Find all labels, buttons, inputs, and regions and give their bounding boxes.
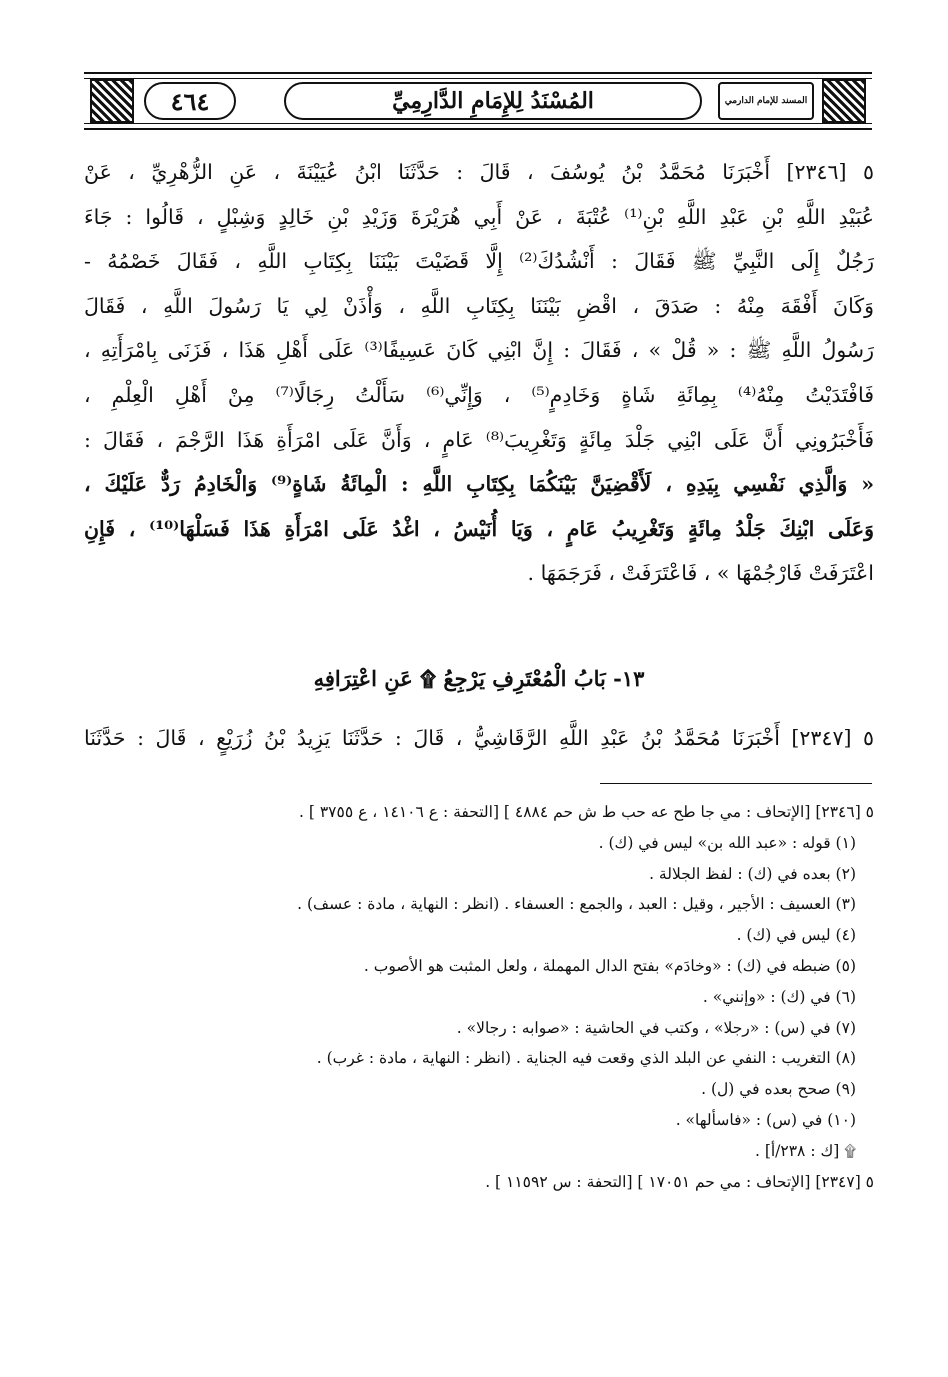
footnote-item: (٩) صحح بعده في (ل) . [701,1080,856,1099]
ornament-right [822,79,866,123]
text-line: فَافْتَدَيْتُ مِنْهُ⁽⁴⁾ بِمِائَةِ شَاةٍ وَخَادِمٍ⁽⁵⁾ ، وَإِنِّي⁽⁶⁾ سَأَلْتُ رِجَالًا⁽⁷⁾ مِنْ أَهْلِ الْعِلْمِ ، [84,382,874,407]
footnote-item: (٨) التغريب : النفي عن البلد الذي وقعت فيه الجناية . (انظر : النهاية ، مادة : غرب) . [316,1049,856,1068]
footnote-takhrij: ٥ [٢٣٤٦] [الإتحاف : مي جا طح عه حب ط ش حم ٤٨٨٤ ] [التحفة : ع ١٤١٠٦ ، ع ٣٧٥٥ ] . [299,803,874,821]
footnote-takhrij: ٥ [٢٣٤٧] [الإتحاف : مي حم ١٧٠٥١ ] [التحفة : س ١١٥٩٢ ] . [485,1172,874,1191]
footnote-item: (٤) ليس في (ك) . [736,926,856,945]
ornament-title-badge: المسند للإمام الدارمي [718,82,814,120]
footnote-item: (٢) بعده في (ك) : لفظ الجلالة . [649,864,856,883]
footnote-folio: ۩ [ك : ٢٣٨/أ] . [754,1141,856,1160]
text-line: ٥ [٢٣٤٦] أَخْبَرَنَا مُحَمَّدُ بْنُ يُوسُفَ ، قَالَ : حَدَّثَنَا ابْنُ عُيَيْنَةَ ، عَنِ الزُّهْرِيِّ ، عَنْ [84,160,874,184]
text-line: رَجُلٌ إِلَى النَّبِيِّ ﷺ فَقَالَ : أَنْشُدُكَ⁽²⁾ إِلَّا قَضَيْتَ بَيْنَنَا بِكِتَابِ اللَّهِ ، فَقَالَ خَصْمُهُ - [84,249,874,274]
footnote-item: (٥) ضبطه في (ك) : «وخادَم» بفتح الدال المهملة ، ولعل المثبت هو الأصوب . [363,956,856,975]
footnote-divider [600,783,872,784]
text-line: وَكَانَ أَفْقَهَ مِنْهُ : صَدَقَ ، اقْضِ بَيْنَنَا بِكِتَابِ اللَّهِ ، وَأْذَنْ لِي يَا رَسُولَ اللَّهِ ، فَقَالَ [84,293,874,318]
text-line: فَأَخْبَرُونِي أَنَّ عَلَى ابْنِي جَلْدَ مِائَةٍ وَتَغْرِيبَ⁽⁸⁾ عَامٍ ، وَأَنَّ عَلَى امْرَأَةِ هَذَا الرَّجْمَ ، فَقَالَ : [84,427,874,452]
book-title: المُسْنَدُ لِلإِمَامِ الدَّارِمِيِّ [284,82,702,120]
text-line: عُبَيْدِ اللَّهِ بْنِ عَبْدِ اللَّهِ بْنِ⁽¹⁾ عُتْبَةَ ، عَنْ أَبِي هُرَيْرَةَ وَزَيْدِ بْنِ خَالِدٍ وَشِبْلٍ ، قَالُوا : جَاءَ [84,204,874,229]
footnote-item: (١) قوله : «عبد الله بن» ليس في (ك) . [598,833,856,852]
page-header [84,72,872,130]
text-line: وَعَلَى ابْنِكَ جَلْدُ مِائَةٍ وَتَغْرِيبُ عَامٍ ، وَيَا أُنَيْسُ ، اغْدُ عَلَى امْرَأَةِ هَذَا فَسَلْهَا⁽¹⁰⁾ ، فَإِنِ [84,516,874,541]
hadith-2346-text [84,150,874,596]
footnote-item: (٧) في (س) : «رجلا» ، وكتب في الحاشية : «صوابه : رجالا» . [456,1018,856,1037]
footnotes [84,797,874,1197]
text-line: رَسُولُ اللَّهِ ﷺ : « قُلْ » ، فَقَالَ : إِنَّ ابْنِي كَانَ عَسِيفًا⁽³⁾ عَلَى أَهْلِ هَذَا ، فَزَنَى بِامْرَأَتِهِ ، [84,338,874,363]
footnote-item: (٦) في (ك) : «وإنني» . [702,987,856,1006]
ornament-left [90,79,134,123]
page-number: ٤٦٤ [144,82,236,120]
footnote-item: (١٠) في (س) : «فاسألها» . [675,1110,856,1129]
chapter-heading: ١٣- بَابُ الْمُعْتَرِفِ يَرْجِعُ ۩ عَنِ اعْتِرَافِهِ [313,666,645,691]
footnote-item: (٣) العسيف : الأجير ، وقيل : العبد ، والجمع : العسفاء . (انظر : النهاية ، مادة : عسف) . [297,895,856,914]
hadith-2347-text: ٥ [٢٣٤٧] أَخْبَرَنَا مُحَمَّدُ بْنُ عَبْدِ اللَّهِ الرَّقَاشِيُّ ، قَالَ : حَدَّثَنَا يَزِيدُ بْنُ زُرَيْعٍ ، قَالَ : حَدَّثَنَا [84,726,874,750]
text-line: اعْتَرَفَتْ فَارْجُمْهَا » ، فَاعْتَرَفَتْ ، فَرَجَمَهَا . [527,561,874,586]
text-line: « وَالَّذِي نَفْسِي بِيَدِهِ ، لَأَقْضِيَنَّ بَيْنَكُمَا بِكِتَابِ اللَّهِ : الْمِائَةُ شَاةٍ⁽⁹⁾ وَالْخَادِمُ رَدٌّ عَلَيْكَ ، [84,472,874,497]
